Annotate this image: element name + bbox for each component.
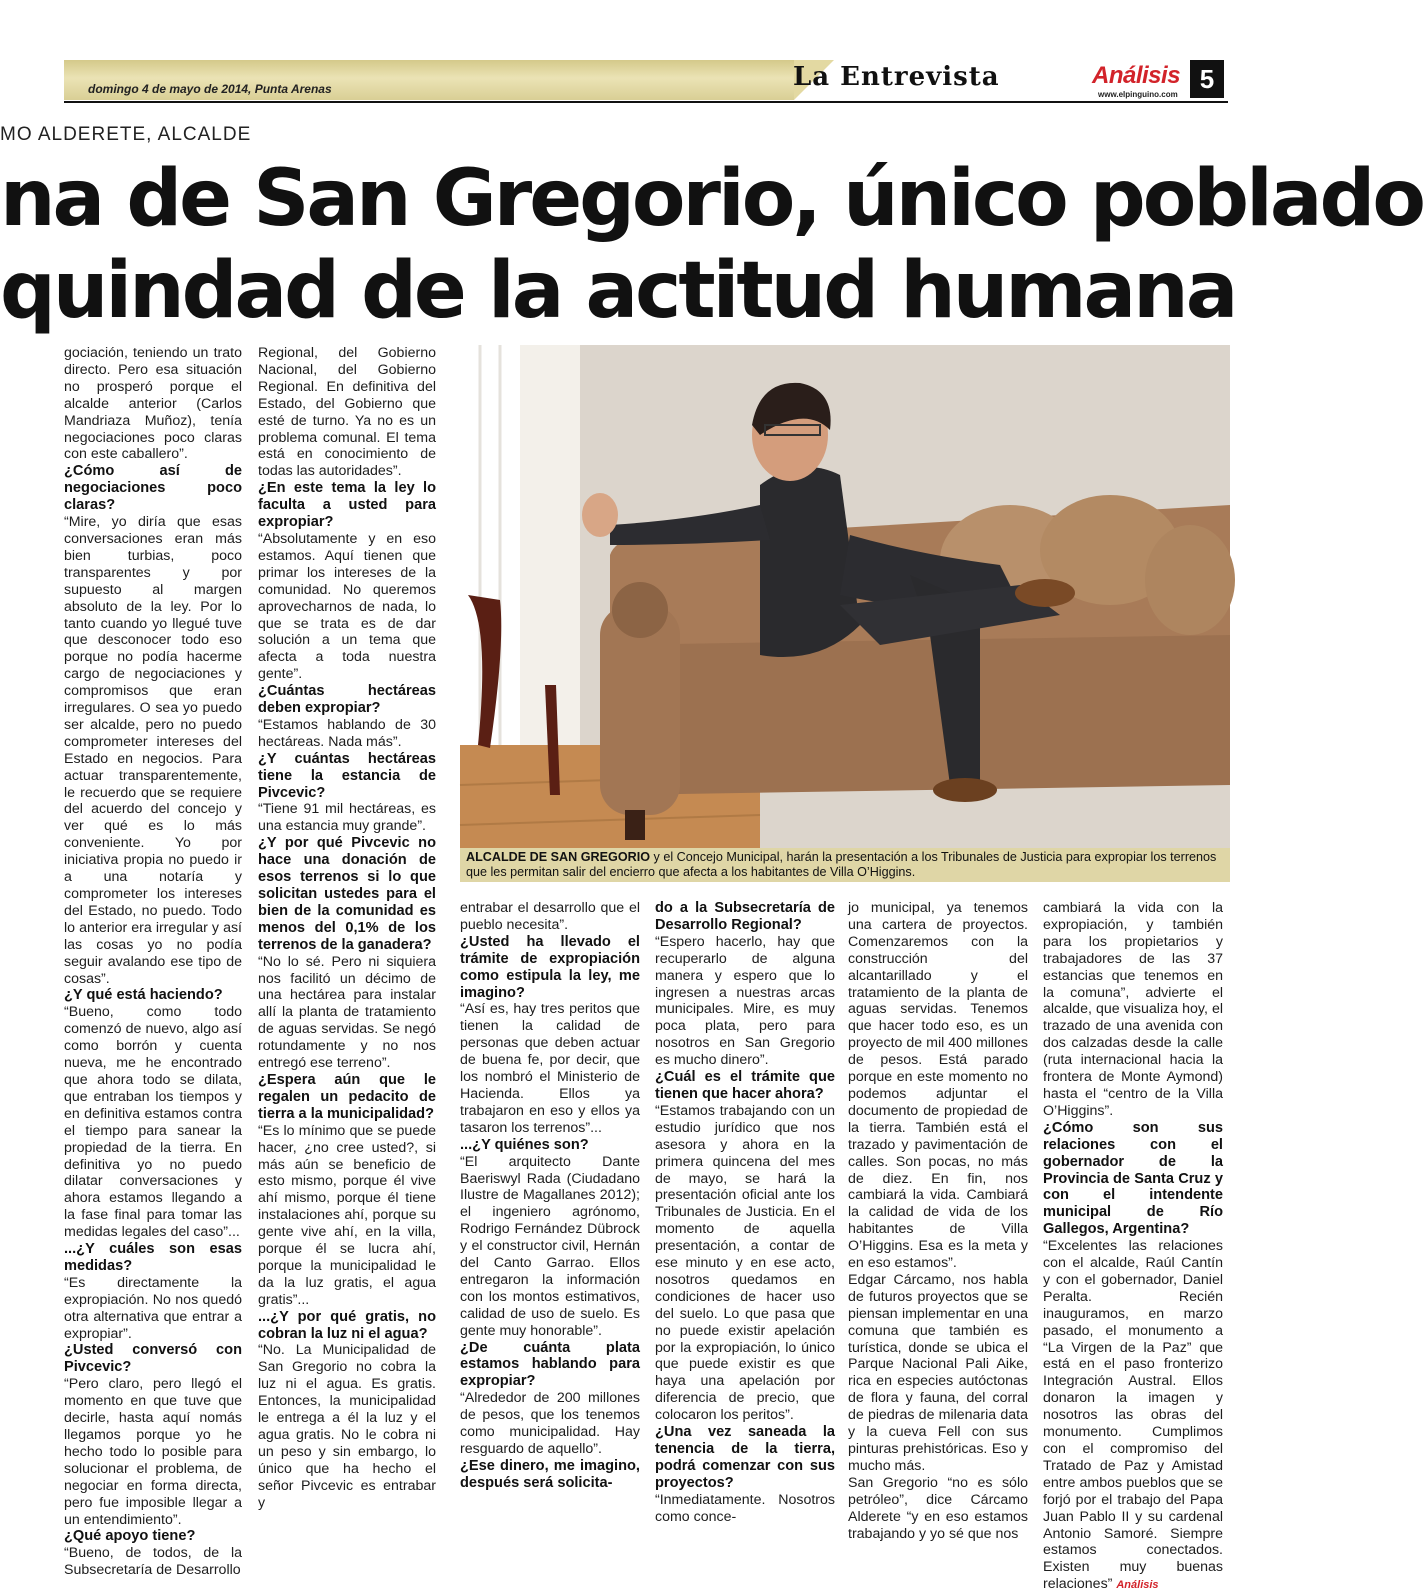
interview-question: do a la Subsecretaría de Desarrollo Regional? <box>655 900 835 933</box>
paragraph: “Alrededor de 200 millones de pesos, que los tenemos como municipalidad. Hay resguardo de aquello”. <box>460 1390 640 1457</box>
interview-question: ¿Cuántas hectáreas deben expropiar? <box>258 683 436 717</box>
headline-line-1: na de San Gregorio, único poblado <box>0 154 1423 244</box>
article-column-5 <box>848 900 1028 1542</box>
paragraph: “No lo sé. Pero ni siquiera nos facilitó un décimo de una hectárea para instalar allí la planta de tratamiento de aguas servidas. Se negó rotundamente y no nos entregó ese terreno”. <box>258 953 436 1072</box>
section-title: La Entrevista <box>793 62 1000 92</box>
interview-question: ¿Usted ha llevado el trámite de expropiación como estipula la ley, me imagino? <box>460 933 640 1001</box>
paragraph: “Tiene 91 mil hectáreas, es una estancia muy grande”. <box>258 801 436 835</box>
paragraph: “Excelentes las relaciones con el alcalde, Raúl Cantín y con el gobernador, Daniel Peralta. Recién inauguramos, en marzo pasado, el monumento a “La Virgen de la Paz” que está en el paso fronterizo Integración Austral. Ellos donaron la imagen y nosotros las obras del monumento. Cumplimos con el compromiso del Tratado de Paz y Amistad entre ambos pueblos que se forjó por el trabajo del Papa Juan Pablo II y su cardenal Antonio Samoré. Siempre estamos conectados. Existen muy buenas relaciones” Análisis <box>1043 1238 1223 1593</box>
caption-text: y el Concejo Municipal, harán la presentación a los Tribunales de Justicia para expropiar los terrenos que les permitan salir del encierro que afecta a los habitantes de Villa O’Higgins. <box>466 850 1217 879</box>
paragraph: “Es directamente la expropiación. No nos quedó otra alternativa que entrar a expropiar”. <box>64 1274 242 1342</box>
paragraph: “Absolutamente y en eso estamos. Aquí tienen que primar los intereses de la comunidad. No queremos aprovecharnos de nada, lo que se trata es de dar solución a un tema que afecta a toda nuestra gente”. <box>258 530 436 683</box>
interview-question: ¿Qué apoyo tiene? <box>64 1528 196 1545</box>
photo-caption <box>460 848 1230 882</box>
paragraph: “Estamos trabajando con un estudio jurídico que nos asesora y ahora en la primera quincena del mes de mayo, se hará la presentación oficial ante los Tribunales de Justicia. En el momento de aquella presentación, a contar de ese minuto y en ese acto, nosotros quedamos en condiciones de hacer uso del suelo. Lo que pasa que no puede existir apelación por la expropiación, lo único que puede existir es que haya una apelación por diferencia de precio, que colocaron los peritos”. <box>655 1102 835 1424</box>
paragraph: entrabar el desarrollo que el pueblo necesita”. <box>460 900 640 933</box>
interview-question: ¿Espera aún que le regalen un pedacito de tierra a la municipalidad? <box>258 1071 436 1122</box>
paragraph: “No. La Municipalidad de San Gregorio no cobra la luz ni el agua. Es gratis. Entonces, la municipalidad le entrega a él la luz y el agua gratis. No le cobra ni un peso y sin embargo, lo único que ha hecho el señor Pivcevic es entrabar y <box>258 1342 436 1511</box>
paragraph: cambiará la vida con la expropiación, y también para los propietarios y trabajadores de las 37 estancias que tenemos en la comuna”, advierte el alcalde, que visualiza hoy, el trazado de una avenida con dos calzadas desde la calle (ruta internacional hacia la frontera de Monte Aymond) hasta el “centro de la Villa O’Higgins”. <box>1043 900 1223 1119</box>
interview-question: ¿De cuánta plata estamos hablando para expropiar? <box>460 1339 640 1390</box>
paragraph: “Bueno, como todo comenzó de nuevo, algo así como borrón y cuenta nueva, me he encontrado que ahora todo se dilata, que entraban los tiempos y en definitiva estamos contra el tiempo para sanear la propiedad de la tierra. En definitiva yo no puedo dilatar conversaciones y ahora estamos llegando a la fase final para tomar las medidas legales del caso”... <box>64 1004 242 1241</box>
mayor-photo <box>460 345 1230 848</box>
interview-question: ¿Cómo son sus relaciones con el gobernador de la Provincia de Santa Cruz y con el intendente municipal de Río Gallegos, Argentina? <box>1043 1119 1223 1238</box>
interview-question: ¿En este tema la ley lo faculta a usted para expropiar? <box>258 480 436 531</box>
paragraph: “Mire, yo diría que esas conversaciones eran más bien turbias, poco transparentes y por supuesto al margen absoluto de la ley. Por lo tanto cuando yo llegué tuve que desconocer todo eso porque no podía hacerme cargo de negociaciones y compromisos que eran irregulares. O sea yo puedo ser alcalde, pero no puedo comprometer intereses del Estado en negocios. Para actuar transparentemente, le recuerdo que se requiere del acuerdo del concejo y ver qué es lo más conveniente. Yo por iniciativa propia no puedo ir a una notaría y comprometer los intereses del Estado, no puedo. Todo lo anterior era irregular y así las cosas yo no podía seguir avalando ese tipo de cosas”. <box>64 514 242 987</box>
paragraph: “Espero hacerlo, hay que recuperarlo de alguna manera y espero que lo ingresen a nuestras arcas municipales. Mire, es muy poca plata, pero para nosotros en San Gregorio es mucho dinero”. <box>655 933 835 1069</box>
paragraph: “El arquitecto Dante Baeriswyl Rada (Ciudadano Ilustre de Magallanes 2012); el ingeniero agrónomo, Rodrigo Fernández Dübrock y el constructor civil, Hernán del Canto Garrao. Ellos entregaron la información con los montos estimativos, calidad de uso de suelo. Es gente muy honorable”. <box>460 1153 640 1339</box>
interview-question: ¿Cómo así de negociaciones poco claras? <box>64 463 242 514</box>
headline-line-2: quindad de la actitud humana <box>0 246 1236 336</box>
interview-question: ¿Y cuántas hectáreas tiene la estancia de Pivcevic? <box>258 750 436 801</box>
caption-lead: ALCALDE DE SAN GREGORIO <box>466 850 651 864</box>
photo-illustration <box>460 345 1230 848</box>
article-column-1 <box>64 345 242 1579</box>
paragraph: “Estamos hablando de 30 hectáreas. Nada más”. <box>258 716 436 750</box>
interview-question: ¿Usted conversó con Pivcevic? <box>64 1342 242 1376</box>
paragraph: San Gregorio “no es sólo petróleo”, dice Cárcamo Alderete “y en eso estamos trabajando y yo sé que nos <box>848 1474 1028 1542</box>
paragraph: “Pero claro, pero llegó el momento en que tuve que decirle, hasta aquí nomás llegamos porque yo he hecho todo lo posible para solucionar el problema, de negociar en forma directa, pero fue imposible llegar a un entendimiento”. <box>64 1376 242 1528</box>
article-column-3 <box>460 900 640 1492</box>
paragraph: “Es lo mínimo que se puede hacer, ¿no cree usted?, si más aún se beneficio de esto mismo, porque él vive ahí mismo, porque él tiene instalaciones ahí, porque su gente vive ahí, en la villa, porque él se lucra ahí, porque la municipalidad le da la luz gratis, el agua gratis”... <box>258 1122 436 1308</box>
header-rule <box>64 101 1228 103</box>
article-column-2 <box>258 345 436 1512</box>
publication-url: www.elpinguino.com <box>1098 90 1178 99</box>
interview-question: ¿Cuál es el trámite que tienen que hacer ahora? <box>655 1069 835 1102</box>
paragraph: Edgar Cárcamo, nos habla de futuros proyectos que se piensan implementar en una comuna que también es turística, donde se ubica el Parque Nacional Pali Aike, rica en especies autóctonas de flora y fauna, del corral de piedras de milenaria data y la cueva Fell con sus pinturas prehistóricas. Eso y mucho más. <box>848 1271 1028 1474</box>
article-column-6 <box>1043 900 1223 1594</box>
article-column-4 <box>655 900 835 1526</box>
paragraph: gociación, teniendo un trato directo. Pero esa situación no prosperó porque el alcalde anterior (Carlos Mandriaza Muñoz), tenía negociaciones poco claras con este caballero”. <box>64 345 242 463</box>
interview-question: ...¿Y quiénes son? <box>460 1136 589 1153</box>
end-logo-mark: Análisis <box>1116 1579 1159 1592</box>
paragraph: Regional, del Gobierno Nacional, del Gobierno Regional. En definitiva del Estado, del Gobierno que esté de turno. Ya no es un problema comunal. El tema está en conocimiento de todas las autoridades”. <box>258 345 436 480</box>
paragraph: “Bueno, de todos, de la Subsecretaría de Desarrollo <box>64 1545 242 1579</box>
interview-question: ¿Y qué está haciendo? <box>64 987 223 1004</box>
paragraph: jo municipal, ya tenemos una cartera de proyectos. Comenzaremos con la construcción del alcantarillado y el tratamiento de la planta de aguas servidas. Tenemos que hacer todo eso, es un proyecto de mil 400 millones de pesos. Está parado porque en este momento no podemos adjuntar el documento de propiedad de la tierra. También está el trazado y pavimentación de calles. Son pocas, no más de diez. En fin, nos cambiará la vida. Cambiará la calidad de vida de los habitantes de Villa O’Higgins. Esa es la meta y en eso estamos”. <box>848 900 1028 1272</box>
interview-question: ...¿Y cuáles son esas medidas? <box>64 1241 242 1274</box>
article-kicker: MO ALDERETE, ALCALDE <box>0 124 252 145</box>
paragraph: “Así es, hay tres peritos que tienen la calidad de personas que deben actuar de buena fe, por decir, que los nombró el Ministerio de Hacienda. Ellos ya trabajaron en eso y ellos ya tasaron los terrenos”... <box>460 1001 640 1136</box>
interview-question: ¿Una vez saneada la tenencia de la tierra, podrá comenzar con sus proyectos? <box>655 1424 835 1491</box>
interview-question: ...¿Y por qué gratis, no cobran la luz ni el agua? <box>258 1308 436 1342</box>
issue-date: domingo 4 de mayo de 2014, Punta Arenas <box>88 82 332 96</box>
interview-question: ¿Ese dinero, me imagino, después será solicita- <box>460 1457 640 1491</box>
page-number: 5 <box>1190 60 1224 98</box>
logo-text: Análisis <box>1092 62 1181 89</box>
paragraph: “Inmediatamente. Nosotros como conce- <box>655 1491 835 1525</box>
interview-question: ¿Y por qué Pivcevic no hace una donación de esos terrenos si lo que solicitan ustedes para el bien de la comunidad es menos del 0,1% de los terrenos de la ganadera? <box>258 835 436 953</box>
